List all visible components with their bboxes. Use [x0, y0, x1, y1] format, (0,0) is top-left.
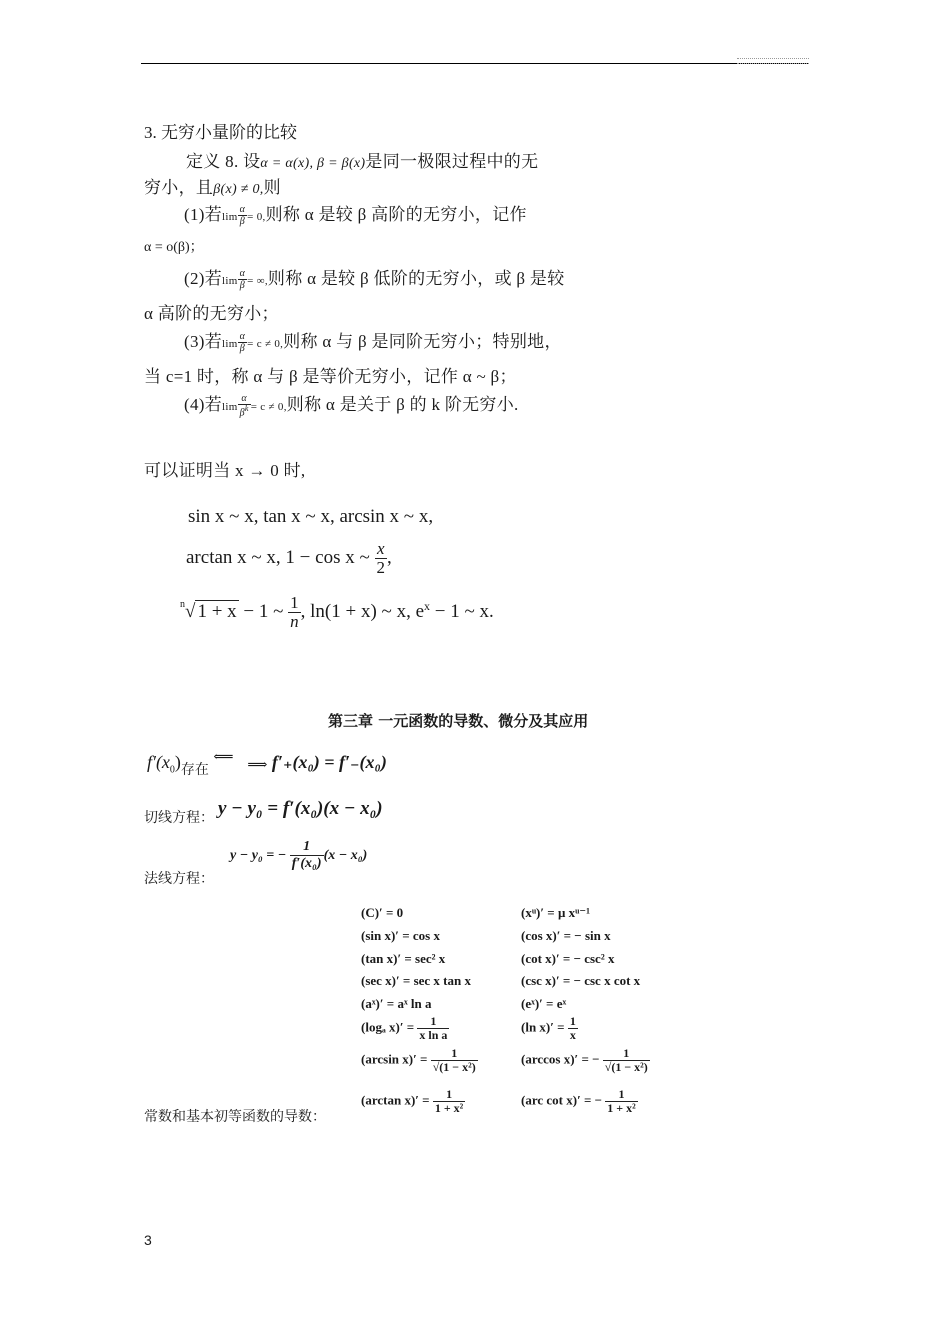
definition-line-2	[144, 173, 281, 198]
deriv-lhs: (logₐ x)′ =	[361, 1019, 415, 1035]
case-condition: = c ≠ 0,	[247, 338, 284, 350]
lim: lim	[222, 211, 238, 223]
deriv-e-pow-x: (eˣ)′ = eˣ	[521, 996, 567, 1011]
normal-lhs: y − y₀ = −	[230, 847, 287, 863]
x-over-2	[375, 540, 388, 578]
case-1-cont: α = o(β)；	[144, 240, 204, 255]
tangent-equation: y − y₀ = f′(x₀)(x − x₀)	[218, 798, 383, 819]
normal-frac	[290, 840, 324, 871]
deriv-frac	[603, 1047, 650, 1074]
deriv-csc: (csc x)′ = − csc x cot x	[521, 973, 641, 988]
deriv-sin: (sin x)′ = cos x	[361, 928, 440, 943]
tangent-label: 切线方程：	[144, 810, 214, 826]
case-condition: = 0,	[247, 211, 266, 223]
case-condition: = c ≠ 0,	[250, 401, 287, 413]
case-text: 则称 α 是关于 β 的 k 阶无穷小.	[286, 395, 519, 414]
case-3-cont: 当 c=1 时，称 α 与 β 是等价无穷小，记作 α ~ β；	[144, 367, 517, 386]
case-label: (1)若	[184, 205, 223, 224]
deriv-frac	[433, 1088, 465, 1115]
chapter-title: 第三章 一元函数的导数、微分及其应用	[328, 712, 589, 730]
case-label: (2)若	[184, 269, 223, 288]
equivalence-line-2	[186, 540, 392, 578]
case-text: 则称 α 与 β 是同阶无穷小；特别地，	[283, 332, 562, 351]
frac-num: α	[239, 330, 246, 342]
deriv-lhs: (arc cot x)′ = −	[521, 1092, 603, 1108]
lim: lim	[222, 338, 238, 350]
derivatives-label: 常数和基本初等函数的导数：	[144, 1109, 326, 1125]
normal-label: 法线方程：	[144, 871, 214, 887]
deriv-cot: (cot x)′ = − csc² x	[521, 951, 615, 966]
deriv-frac	[568, 1015, 578, 1042]
case-2-cont: α 高阶的无穷小；	[144, 304, 279, 323]
frac-den: β	[239, 343, 246, 355]
deriv-a-pow-x: (aˣ)′ = aˣ ln a	[361, 996, 432, 1011]
subscript: 0	[169, 764, 175, 776]
definition-text: 是同一极限过程中的无	[365, 152, 539, 171]
exponent: x	[424, 598, 431, 613]
deriv-lhs: (arcsin x)′ =	[361, 1051, 428, 1067]
header-rule	[141, 63, 809, 64]
case-condition: = ∞,	[247, 275, 268, 287]
definition-text: 则	[263, 178, 281, 197]
frac-den: 1 + x²	[607, 1100, 636, 1115]
root-index: n	[180, 599, 185, 611]
alpha-over-beta	[238, 332, 248, 355]
case-label: (4)若	[184, 395, 223, 414]
case-1	[184, 200, 527, 227]
deriv-ln	[521, 1015, 578, 1042]
case-text: 则称 α 是较 β 高阶的无穷小，记作	[265, 205, 527, 224]
frac-num: α	[239, 267, 246, 279]
equiv-text: ,	[387, 547, 392, 569]
frac-num: 1	[431, 1047, 478, 1061]
case-text: 则称 α 是较 β 低阶的无穷小，或 β 是较	[267, 269, 565, 288]
frac-den	[238, 405, 251, 418]
page-number: 3	[144, 1232, 152, 1248]
deriv-sec: (sec x)′ = sec x tan x	[361, 973, 471, 988]
deriv-arcsin	[361, 1047, 478, 1074]
equiv-text: , ln(1 + x) ~ x, e	[300, 601, 425, 623]
header-mark	[737, 58, 809, 64]
equivalence-line-3	[180, 594, 494, 632]
definition-lead: 定义 8.	[186, 152, 239, 171]
frac-den: x	[569, 1027, 576, 1042]
normal-rhs: (x − x₀)	[323, 847, 368, 863]
deriv-log-a	[361, 1015, 449, 1042]
section-title: 3. 无穷小量阶的比较	[144, 123, 297, 142]
lim: lim	[222, 275, 238, 287]
equiv-text: − 1 ~	[243, 601, 284, 623]
paren: )	[174, 752, 181, 772]
frac-den: β	[239, 280, 246, 292]
frac-num: x	[375, 540, 388, 559]
case-4	[184, 390, 519, 419]
definition-line-1	[186, 147, 538, 172]
frac-den: n	[290, 611, 299, 631]
frac-num: 1	[417, 1015, 449, 1029]
deriv-arccot	[521, 1088, 638, 1115]
deriv-frac	[417, 1015, 449, 1042]
frac-num: 1	[290, 840, 324, 856]
normal-equation	[230, 840, 367, 871]
case-label: (3)若	[184, 332, 223, 351]
case-2	[184, 264, 565, 291]
alpha-over-beta	[238, 205, 248, 228]
frac-num: 1	[603, 1047, 650, 1061]
definition-math: α = α(x), β = β(x)	[260, 156, 366, 171]
frac-num: 1	[433, 1088, 465, 1102]
case-3	[184, 327, 562, 354]
definition-math: β(x) ≠ 0,	[213, 182, 264, 197]
lim: lim	[222, 401, 238, 413]
alpha-over-beta	[238, 269, 248, 292]
alpha-over-beta-k	[238, 394, 251, 419]
one-sided-equal: f′₊(x₀) = f′₋(x₀)	[271, 752, 387, 772]
deriv-lhs: (ln x)′ =	[521, 1019, 565, 1035]
frac-num: 1	[290, 593, 299, 612]
one-over-n	[288, 594, 301, 632]
frac-den: x ln a	[419, 1027, 448, 1042]
frac-num: α	[238, 394, 251, 406]
frac-den: β	[239, 216, 246, 228]
frac-den-exp: k	[244, 404, 249, 414]
frac-den: 1 + x²	[434, 1100, 464, 1115]
equiv-text: arctan x ~ x, 1 − cos x ~	[186, 547, 370, 569]
frac-den: f′(x₀)	[291, 855, 322, 871]
deriv-lhs: (arctan x)′ =	[361, 1092, 430, 1108]
frac-num: α	[239, 203, 246, 215]
deriv-frac	[605, 1088, 637, 1115]
deriv-tan: (tan x)′ = sec² x	[361, 951, 446, 966]
provable-line: 可以证明当 x → 0 时,	[144, 461, 306, 480]
radical-sign: √	[185, 601, 196, 623]
radicand: 1 + x	[197, 601, 237, 623]
frac-num: 1	[605, 1088, 637, 1102]
deriv-cos: (cos x)′ = − sin x	[521, 928, 611, 943]
derivative-exists	[147, 752, 387, 779]
equiv-text: − 1 ~ x.	[430, 601, 494, 623]
tangent-line	[144, 798, 383, 827]
frac-num: 1	[569, 1014, 576, 1028]
f-prime-x0: f′(x	[147, 752, 170, 772]
definition-text: 穷小，且	[144, 178, 214, 197]
frac-den: √(1 − x²)	[604, 1059, 648, 1074]
frac-den: √(1 − x²)	[432, 1059, 476, 1074]
frac-den-base: β	[239, 407, 245, 419]
frac-den: 2	[376, 557, 386, 577]
equivalence-line-1: sin x ~ x, tan x ~ x, arcsin x ~ x,	[188, 506, 434, 527]
deriv-frac	[431, 1047, 478, 1074]
deriv-lhs: (arccos x)′ = −	[521, 1051, 600, 1067]
iff-arrow-icon	[213, 759, 267, 769]
exists-word: 存在	[180, 762, 209, 778]
definition-text: 设	[243, 152, 261, 171]
deriv-power: (xᵘ)′ = μ xᵘ⁻¹	[521, 905, 591, 920]
deriv-arccos	[521, 1047, 650, 1074]
deriv-constant: (C)′ = 0	[361, 905, 404, 920]
deriv-arctan	[361, 1088, 465, 1115]
